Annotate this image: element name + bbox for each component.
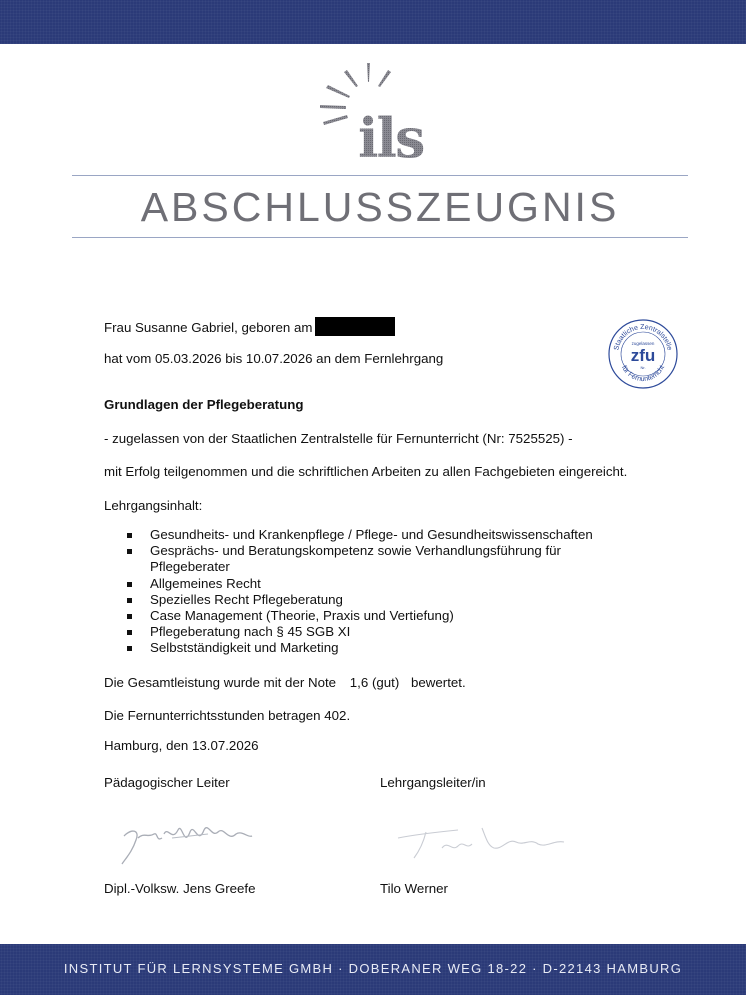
list-item: Selbstständigkeit und Marketing [104,640,624,656]
redaction-box [315,317,395,336]
list-item: Spezielles Recht Pflegeberatung [104,592,624,608]
grade-suffix: bewertet. [411,675,466,690]
footer-address: INSTITUT FÜR LERNSYSTEME GMBH · DOBERANER WEG 18-22 · D-22143 HAMBURG [63,961,683,976]
page-title: ABSCHLUSSZEUGNIS [140,184,620,230]
title-rule-top [72,175,688,176]
list-item: Gesprächs- und Beratungskompetenz sowie Verhandlungsführung für Pflegeberater [104,543,624,575]
seal-center-text: zfu [630,346,656,365]
ils-logo [318,60,436,160]
seal-small-text: zugelassen [631,341,655,346]
seal-arc-bottom: für Fernunterricht [619,364,667,384]
list-item: Case Management (Theorie, Praxis und Vertiefung) [104,608,624,624]
list-item: Gesundheits- und Krankenpflege / Pflege- und Gesundheitswissenschaften [104,527,624,543]
recipient-text: Frau Susanne Gabriel, geboren am [104,320,313,335]
logo-wordmark: ils [358,106,424,160]
bottom-band [0,944,746,995]
content-list [104,527,624,657]
zfu-seal [607,318,679,390]
right-signer-name: Tilo Werner [380,881,448,896]
right-signer-role: Lehrgangsleiter/in [380,775,486,790]
title-rule-bottom [72,237,688,238]
place-date: Hamburg, den 13.07.2026 [104,738,259,753]
list-item: Allgemeines Recht [104,576,624,592]
top-band [0,0,746,44]
signature-right [378,808,588,870]
period-line: hat vom 05.03.2026 bis 10.07.2026 an dem Fernlehrgang [104,351,444,366]
approval-line: - zugelassen von der Staatlichen Zentralstelle für Fernunterricht (Nr: 7525525) - [104,431,573,446]
hours-line: Die Fernunterrichtsstunden betragen 402. [104,708,351,723]
content-heading: Lehrgangsinhalt: [104,498,203,513]
seal-arc-top: Staatliche Zentralstelle [613,323,673,352]
list-item: Pflegeberatung nach § 45 SGB XI [104,624,624,640]
grade-value: 1,6 (gut) [349,675,400,690]
grade-prefix: Die Gesamtleistung wurde mit der Note [104,675,337,690]
success-line: mit Erfolg teilgenommen und die schriftlichen Arbeiten zu allen Fachgebieten eingereicht. [104,464,628,479]
recipient-line [104,317,395,336]
left-signer-name: Dipl.-Volksw. Jens Greefe [104,881,256,896]
seal-number-text: Nr. [640,365,646,370]
signature-left [112,808,262,870]
grade-line [104,675,466,690]
course-name: Grundlagen der Pflegeberatung [104,397,304,412]
left-signer-role: Pädagogischer Leiter [104,775,230,790]
